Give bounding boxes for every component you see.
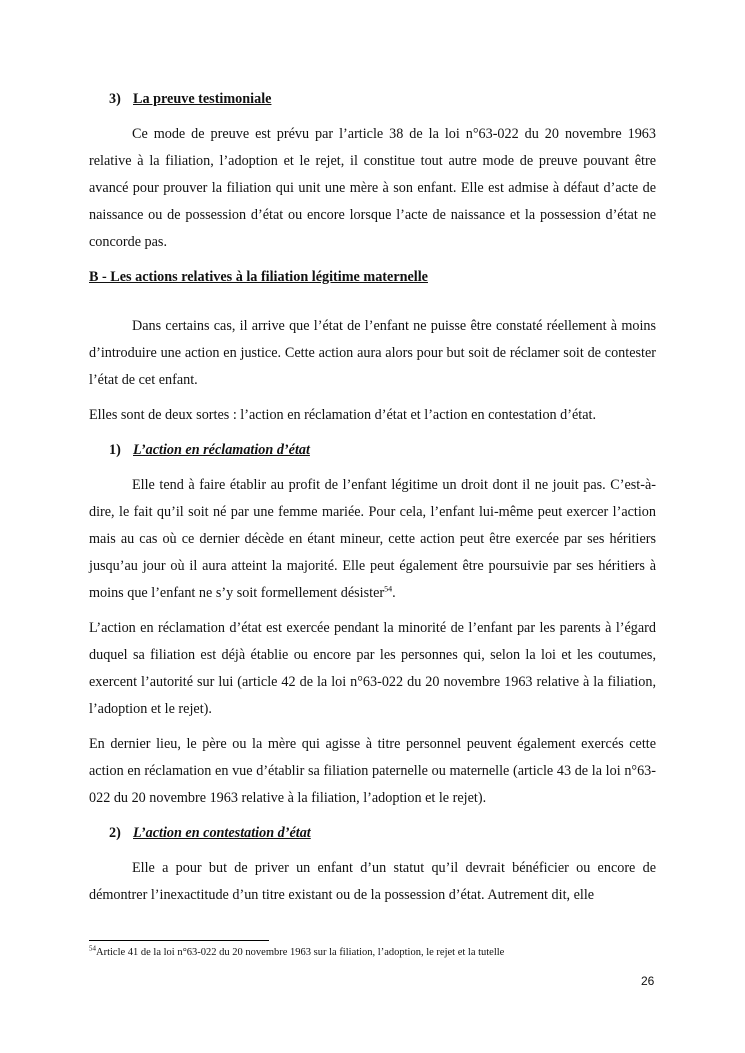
heading-number: 3) — [109, 91, 121, 107]
footnote-divider — [89, 940, 269, 941]
footnote — [89, 946, 689, 960]
paragraph: Elles sont de deux sortes : l’action en réclamation d’état et l’action en contestation d’état. — [89, 407, 597, 423]
paragraph: Dans certains cas, il arrive que l’état de l’enfant ne puisse être constaté réellement à moins d’introduire une action en justice. Cette action aura alors pour but soit de réclamer soit de contester l’état de cet enfant. — [89, 318, 656, 388]
heading-action-reclamation — [89, 437, 656, 464]
paragraph: Elle a pour but de priver un enfant d’un statut qu’il devrait bénéficier ou encore de démontrer l’inexactitude d’un titre existant ou de la possession d’état. Autrement dit, elle — [89, 860, 656, 903]
paragraph-end: . — [392, 585, 396, 601]
paragraph-with-footnote — [89, 472, 656, 607]
heading-number: 1) — [109, 442, 121, 458]
heading-title: La preuve testimoniale — [133, 91, 272, 107]
page-number: 26 — [641, 974, 655, 988]
footnote-number: 54 — [89, 944, 96, 953]
paragraph: En dernier lieu, le père ou la mère qui agisse à titre personnel peuvent également exercés cette action en réclamation en vue d’établir sa filiation paternelle ou maternelle (article 43 de la loi n°63-022 du 20 novembre 1963 relative à la filiation, l’adoption et le rejet). — [89, 736, 656, 806]
heading-preuve-testimoniale — [89, 86, 656, 113]
heading-section-b: B - Les actions relatives à la filiation légitime maternelle — [89, 269, 428, 285]
paragraph: Ce mode de preuve est prévu par l’article 38 de la loi n°63-022 du 20 novembre 1963 relative à la filiation, l’adoption et le rejet, il constitue tout autre mode de preuve pouvant être avancé pour prouver la filiation qui unit une mère à son enfant. Elle est admise à défaut d’acte de naissance ou de possession d’état ou encore lorsque l’acte de naissance et la possession d’état ne concorde pas. — [89, 126, 656, 250]
footnote-reference[interactable]: 54 — [384, 584, 393, 594]
heading-title: L’action en réclamation d’état — [133, 442, 310, 458]
page-body — [89, 86, 656, 917]
heading-number: 2) — [109, 825, 121, 841]
paragraph-text: Elle tend à faire établir au profit de l’enfant légitime un droit dont il ne jouit pas. C’est-à-dire, le fait qu’il soit né par une femme mariée. Pour cela, l’enfant lui-même peut exercer l’action mais au cas où ce dernier décède en étant mineur, cette action peut être exercée par ses héritiers jusqu’au jour où il aura atteint la majorité. Elle peut également être poursuivie par ses héritiers à moins que l’enfant ne s’y soit formellement désister — [89, 477, 656, 601]
paragraph: L’action en réclamation d’état est exercée pendant la minorité de l’enfant par les parents à l’égard duquel sa filiation est déjà établie ou encore par les personnes qui, selon la loi et les coutumes, exercent l’autorité sur lui (article 42 de la loi n°63-022 du 20 novembre 1963 relative à la filiation, l’adoption et le rejet). — [89, 620, 656, 717]
heading-action-contestation — [89, 820, 656, 847]
heading-title: L’action en contestation d’état — [133, 825, 311, 841]
footnote-text: Article 41 de la loi n°63-022 du 20 novembre 1963 sur la filiation, l’adoption, le rejet et la tutelle — [96, 947, 505, 958]
